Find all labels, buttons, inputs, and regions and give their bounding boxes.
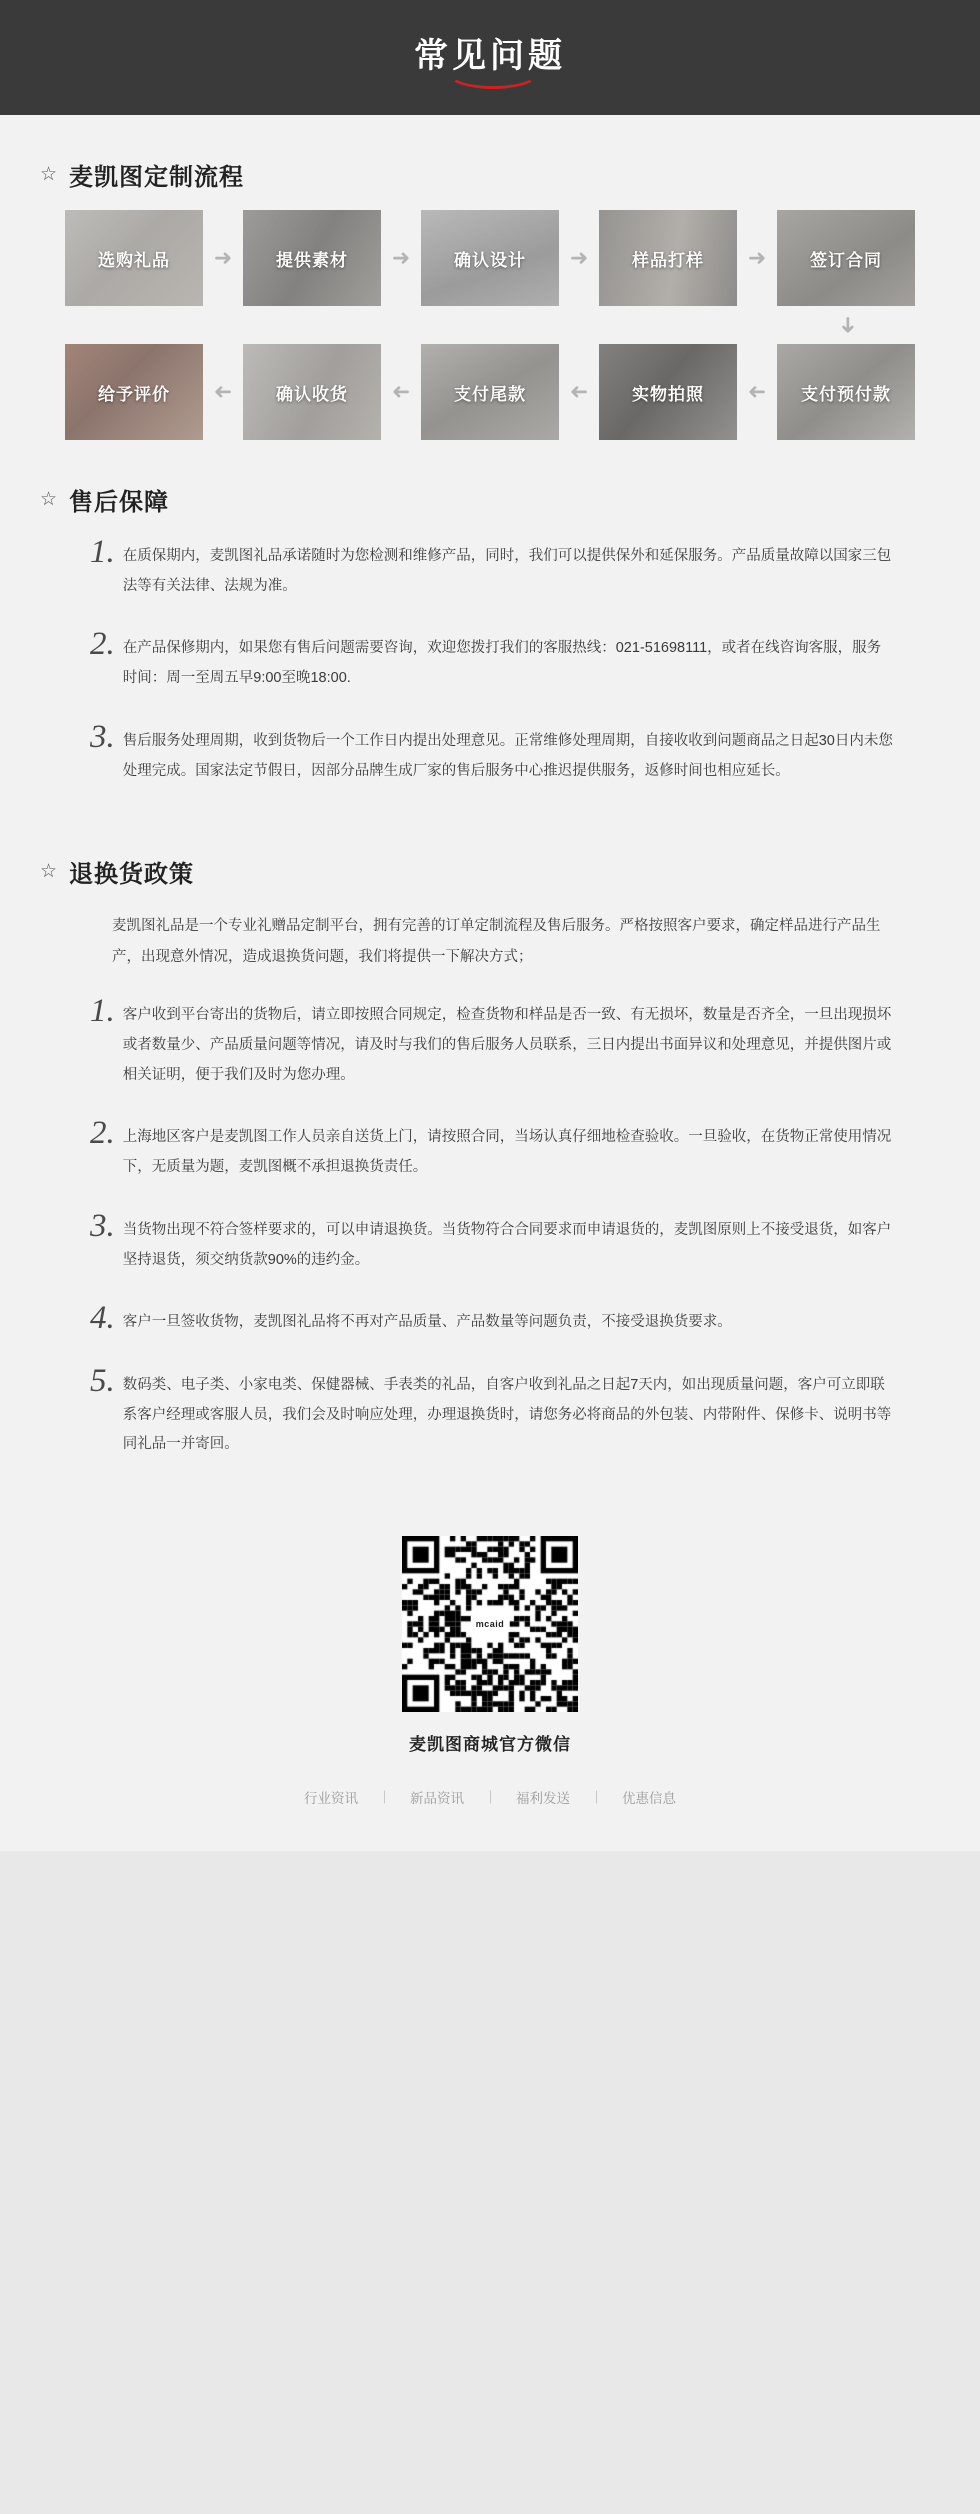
section-heading-flow <box>40 115 940 210</box>
flow-step-label: 确认设计 <box>454 250 526 270</box>
flow-step-pay-balance[interactable] <box>421 344 559 440</box>
list-item <box>90 1209 895 1275</box>
qr-center-logo: mcaid <box>471 1616 510 1632</box>
item-text: 在质保期内，麦凯图礼品承诺随时为您检测和维修产品，同时，我们可以提供保外和延保服务。产品质量故障以国家三包法等有关法律、法规为准。 <box>122 548 892 594</box>
item-text: 当货物出现不符合签样要求的，可以申请退换货。当货物符合合同要求而申请退货的，麦凯图原则上不接受退货，如客户坚持退货，须交纳货款90%的违约金。 <box>122 1221 892 1268</box>
item-number: 3. <box>90 718 115 755</box>
flow-step-pay-deposit[interactable] <box>777 344 915 440</box>
item-number: 1. <box>90 993 115 1030</box>
item-number: 2. <box>90 626 115 663</box>
item-number: 5. <box>90 1362 115 1399</box>
flow-step-sign-contract[interactable] <box>777 210 915 306</box>
list-item <box>90 1301 895 1338</box>
arrow-left-icon: ➜ <box>747 380 767 405</box>
item-number: 3. <box>90 1207 115 1244</box>
flow-step-label: 提供素材 <box>276 250 348 270</box>
list-item <box>90 994 895 1090</box>
flow-row-1 <box>65 210 915 306</box>
section-heading-after-sales <box>40 440 940 535</box>
star-icon: ☆ <box>40 861 58 883</box>
flow-step-label: 实物拍照 <box>632 384 704 404</box>
list-item <box>90 720 895 786</box>
flow-arrow-down-wrap <box>65 306 915 344</box>
qr-code-image <box>402 1536 578 1712</box>
item-number: 4. <box>90 1300 115 1337</box>
custom-flow-diagram <box>40 210 940 440</box>
flow-step-label: 给予评价 <box>98 384 170 404</box>
arrow-right-icon: ➜ <box>747 245 767 270</box>
flow-step-select-gift[interactable] <box>65 210 203 306</box>
item-text: 售后服务处理周期，收到货物后一个工作日内提出处理意见。正常维修处理周期，自接收收到问题商品之日起30日内未您处理完成。国家法定节假日，因部分品牌生成厂家的售后服务中心推迟提供服务，返修时间也相应延长。 <box>122 732 893 779</box>
item-number: 2. <box>90 1115 115 1152</box>
arrow-left-icon: ➜ <box>569 380 589 405</box>
wechat-qr-block <box>40 1486 940 1765</box>
item-text: 客户收到平台寄出的货物后，请立即按照合同规定，检查货物和样品是否一致、有无损坏，数量是否齐全，一旦出现损坏或者数量少、产品质量问题等情况，请及时与我们的售后服务人员联系，三日内提出书面异议和处理意见，并提供图片或相关证明，便于我们及时为您办理。 <box>122 1007 892 1083</box>
arrow-down-icon: ➜ <box>835 315 861 335</box>
page-title: 常见问题 <box>414 37 566 75</box>
arrow-right-icon: ➜ <box>213 245 233 270</box>
flow-step-sample-proof[interactable] <box>599 210 737 306</box>
footer-links <box>40 1765 940 1841</box>
flow-step-label: 签订合同 <box>810 250 882 270</box>
flow-step-confirm-design[interactable] <box>421 210 559 306</box>
star-icon: ☆ <box>40 489 58 510</box>
list-item <box>90 1364 895 1460</box>
arrow-left-icon: ➜ <box>391 380 411 405</box>
footer-link-promotions[interactable]: 优惠信息 <box>596 1787 702 1807</box>
footer-link-benefits[interactable]: 福利发送 <box>490 1787 596 1807</box>
flow-step-provide-material[interactable] <box>243 210 381 306</box>
flow-step-label: 样品打样 <box>632 250 704 270</box>
flow-step-give-review[interactable] <box>65 344 203 440</box>
item-number: 1. <box>90 534 115 570</box>
flow-row-2 <box>65 344 915 440</box>
flow-step-label: 支付尾款 <box>454 384 526 404</box>
section-title-flow: 麦凯图定制流程 <box>69 164 245 191</box>
item-text: 上海地区客户是麦凯图工作人员亲自送货上门，请按照合同，当场认真仔细地检查验收。一旦验收，在货物正常使用情况下，无质量为题，麦凯图概不承担退换货责任。 <box>122 1129 892 1176</box>
section-heading-returns <box>40 812 940 907</box>
item-text: 在产品保修期内，如果您有售后问题需要咨询，欢迎您拨打我们的客服热线：021-51698111，或者在线咨询客服，服务时间：周一至周五早9:00至晚18:00. <box>122 640 882 687</box>
item-text: 客户一旦签收货物，麦凯图礼品将不再对产品质量、产品数量等问题负责，不接受退换货要求。 <box>122 1314 732 1331</box>
section-title-after-sales: 售后保障 <box>69 489 170 516</box>
returns-intro-text: 麦凯图礼品是一个专业礼赠品定制平台，拥有完善的订单定制流程及售后服务。严格按照客户要求，确定样品进行产品生产，出现意外情况，造成退换货问题，我们将提供一下解决方式； <box>112 918 881 965</box>
arrow-right-icon: ➜ <box>391 245 411 270</box>
item-text: 数码类、电子类、小家电类、保健器械、手表类的礼品，自客户收到礼品之日起7天内，如出现质量问题，客户可立即联系客户经理或客服人员，我们会及时响应处理，办理退换货时，请您务必将商品的外包装、内带附件、保修卡、说明书等同礼品一并寄回。 <box>122 1376 892 1453</box>
star-icon: ☆ <box>40 164 58 185</box>
arrow-right-icon: ➜ <box>569 245 589 270</box>
page-content <box>0 115 980 1851</box>
page-header <box>0 0 980 115</box>
returns-list <box>40 911 940 1460</box>
flow-step-product-photo[interactable] <box>599 344 737 440</box>
section-title-returns: 退换货政策 <box>69 861 195 889</box>
arrow-left-icon: ➜ <box>213 380 233 405</box>
footer-link-industry-news[interactable]: 行业资讯 <box>304 1791 358 1807</box>
list-item <box>90 1116 895 1182</box>
footer-link-new-product-news[interactable]: 新品资讯 <box>384 1787 490 1807</box>
flow-step-label: 支付预付款 <box>801 384 891 404</box>
list-item <box>90 627 895 693</box>
flow-step-label: 选购礼品 <box>98 250 170 270</box>
list-item <box>90 535 895 601</box>
flow-step-label: 确认收货 <box>276 384 348 404</box>
after-sales-list <box>40 535 940 786</box>
qr-caption: 麦凯图商城官方微信 <box>409 1735 571 1755</box>
title-underline-swoosh <box>447 73 533 89</box>
flow-step-confirm-receipt[interactable] <box>243 344 381 440</box>
